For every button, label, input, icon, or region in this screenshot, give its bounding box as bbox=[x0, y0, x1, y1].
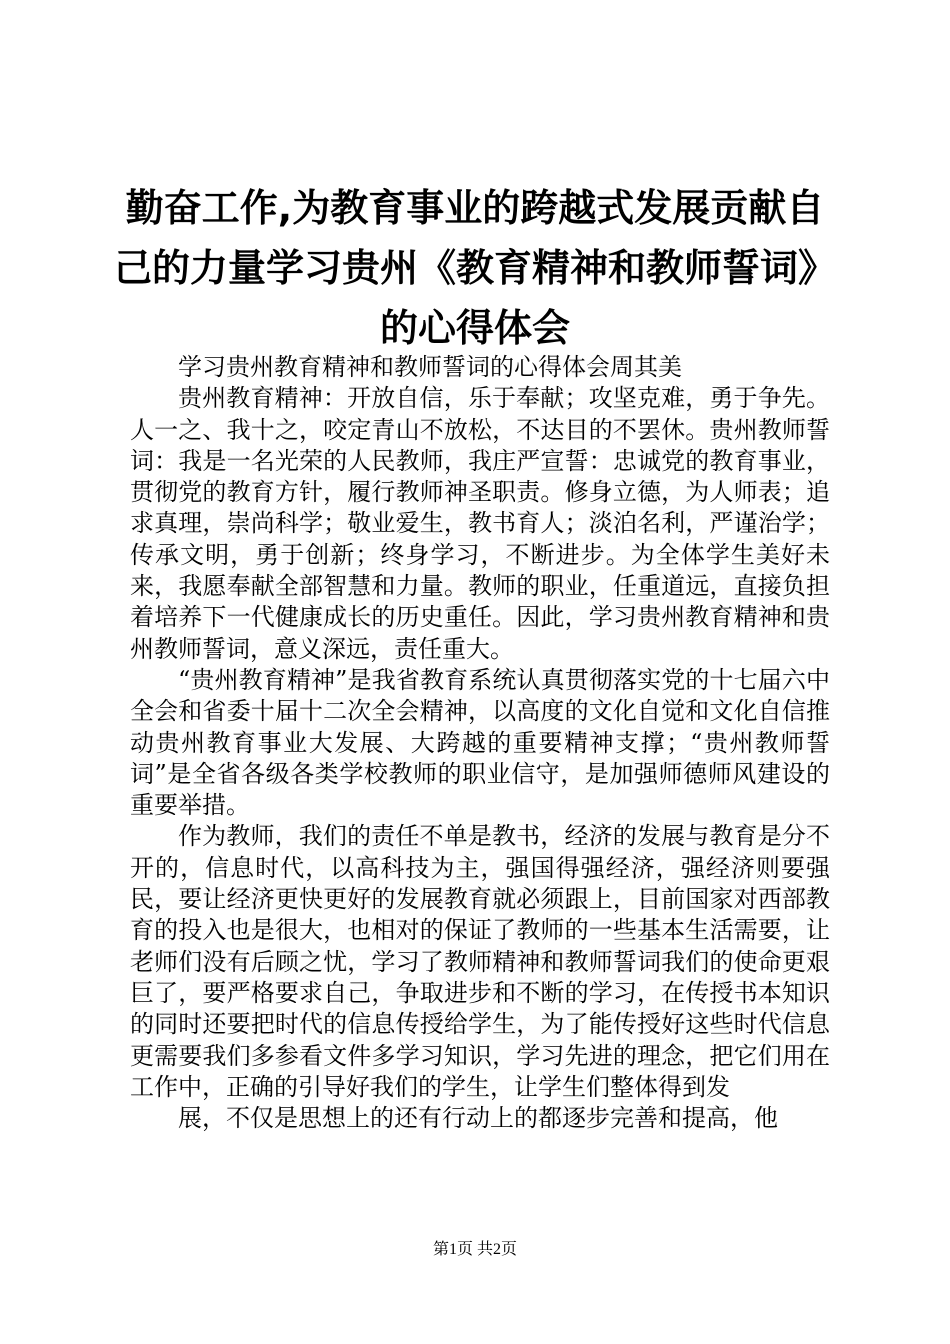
document-title: 勤奋工作,为教育事业的跨越式发展贡献自己的力量学习贵州《教育精神和教师誓词》的心得体会 bbox=[113, 186, 836, 350]
page-footer: 第1页 共2页 bbox=[432, 1241, 517, 1258]
paragraph-subtitle: 学习贵州教育精神和教师誓词的心得体会周其美 bbox=[178, 353, 682, 381]
document-body bbox=[130, 352, 830, 1134]
paragraph: 展，不仅是思想上的还有行动上的都逐步完善和提高，他 bbox=[178, 1104, 778, 1133]
paragraph: “贵州教育精神”是我省教育系统认真贯彻落实党的十七届六中全会和省委十届十二次全会精神，以高度的文化自觉和文化自信推动贵州教育事业大发展、大跨越的重要精神支撑；“贵州教师誓词”是全省各级各类学校教师的职业信守，是加强师德师风建设的重要举措。 bbox=[130, 665, 830, 820]
paragraph: 贵州教育精神：开放自信，乐于奉献；攻坚克难，勇于争先。人一之、我十之，咬定青山不放松，不达目的不罢休。贵州教师誓词：我是一名光荣的人民教师，我庄严宣誓：忠诚党的教育事业，贯彻党的教育方针，履行教师神圣职责。修身立德，为人师表；追求真理，崇尚科学；敬业爱生，教书育人；淡泊名利，严谨治学；传承文明，勇于创新；终身学习，不断进步。为全体学生美好未来，我愿奉献全部智慧和力量。教师的职业，任重道远，直接负担着培养下一代健康成长的历史重任。因此，学习贵州教育精神和贵州教师誓词，意义深远，责任重大。 bbox=[130, 384, 830, 663]
paragraph: 作为教师，我们的责任不单是教书，经济的发展与教育是分不开的，信息时代，以高科技为主，强国得强经济，强经济则要强民，要让经济更快更好的发展教育就必须跟上，目前国家对西部教育的投入也是很大，也相对的保证了教师的一些基本生活需要，让老师们没有后顾之忧，学习了教师精神和教师誓词我们的使命更艰巨了，要严格要求自己，争取进步和不断的学习，在传授书本知识的同时还要把时代的信息传授给学生，为了能传授好这些时代信息更需要我们多参看文件多学习知识，学习先进的理念，把它们用在工作中，正确的引导好我们的学生，让学生们整体得到发 bbox=[130, 822, 830, 1101]
